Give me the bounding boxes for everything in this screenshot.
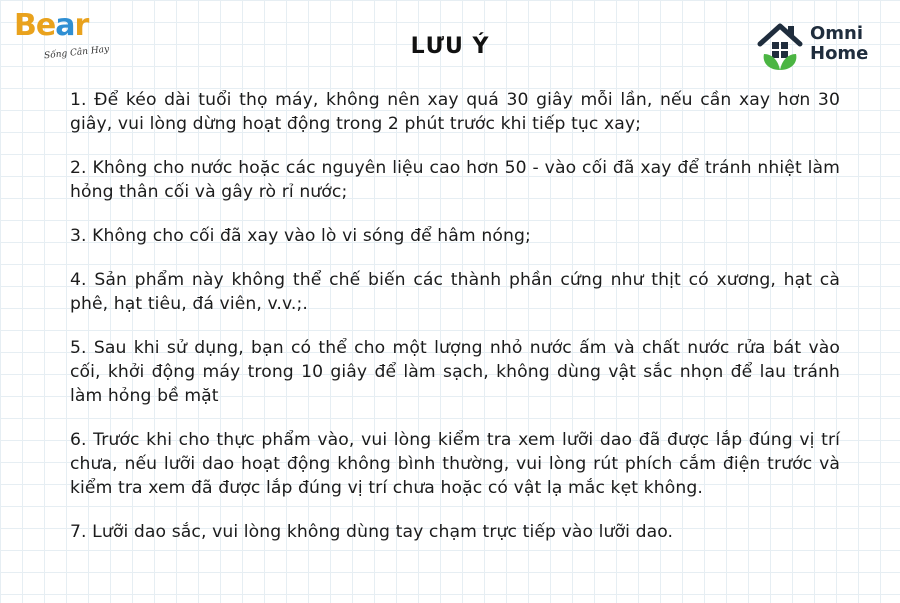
note-item: 7. Lưỡi dao sắc, vui lòng không dùng tay chạm trực tiếp vào lưỡi dao. (70, 522, 674, 542)
house-leaf-icon (756, 20, 804, 72)
note-item: 6. Trước khi cho thực phẩm vào, vui lòng kiểm tra xem lưỡi dao đã được lắp đúng vị trí chưa, nếu lưỡi dao hoạt động không bình thường, vui lòng rút phích cắm điện trước và kiểm tra xem đã được lắp đúng vị trí chưa hoặc có vật lạ mắc kẹt không. (70, 430, 840, 498)
note-item: 4. Sản phẩm này không thể chế biến các thành phần cứng như thịt có xương, hạt cà phê, hạt tiêu, đá viên, v.v.;. (70, 270, 840, 314)
bear-letter-a: a (55, 8, 75, 43)
note-item: 1. Để kéo dài tuổi thọ máy, không nên xay quá 30 giây mỗi lần, nếu cần xay hơn 30 giây, vui lòng dừng hoạt động trong 2 phút trước khi tiếp tục xay; (70, 90, 840, 134)
notes-list (70, 88, 840, 564)
note-item: 3. Không cho cối đã xay vào lò vi sóng để hâm nóng; (70, 226, 531, 246)
page-title: LƯU Ý (410, 34, 490, 59)
bear-tagline: Sống Cân Hay (43, 44, 110, 62)
bear-letter-b: B (14, 8, 36, 43)
omni-home-logo (756, 20, 886, 74)
bear-letter-r: r (74, 8, 89, 43)
omni-home-wordmark (810, 24, 868, 64)
note-item: 5. Sau khi sử dụng, bạn có thể cho một lượng nhỏ nước ấm và chất nước rửa bát vào cối, khởi động máy trong 10 giây để làm sạch, không dùng vật sắc nhọn để lau tránh làm hỏng bề mặt (70, 338, 840, 406)
bear-letter-e: e (35, 8, 56, 43)
note-item: 2. Không cho nước hoặc các nguyên liệu cao hơn 50 - vào cối đã xay để tránh nhiệt làm hỏng thân cối và gây rò rỉ nước; (70, 158, 840, 202)
omni-line: Omni (810, 23, 864, 44)
header (0, 0, 900, 80)
home-line: Home (810, 43, 869, 64)
